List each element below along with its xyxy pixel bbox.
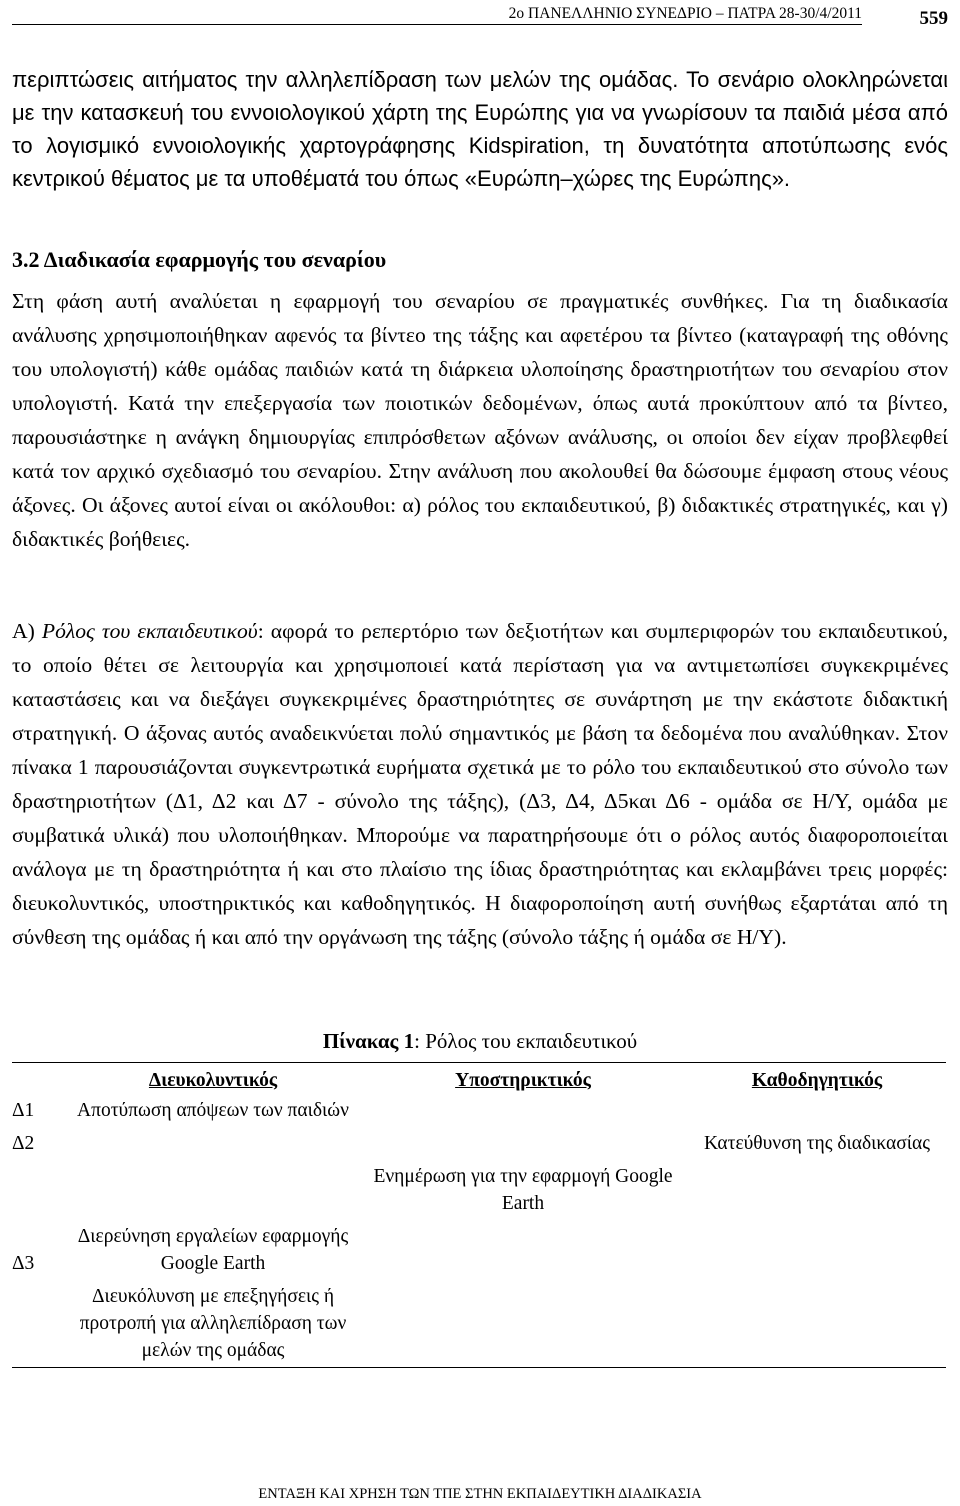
table-cell: Διευκόλυνση με επεξηγήσεις ή προτροπή για αλληλεπίδραση των μελών της ομάδας <box>68 1280 358 1368</box>
page-number: 559 <box>919 8 948 29</box>
table-cell <box>688 1280 946 1368</box>
table-row <box>12 1127 946 1160</box>
table-cell <box>688 1160 946 1220</box>
table-cell <box>358 1127 688 1160</box>
section-heading: 3.2 Διαδικασία εφαρμογής του σεναρίου <box>12 247 387 272</box>
table-row <box>12 1160 946 1220</box>
teacher-role-table <box>12 1062 946 1368</box>
row-label <box>12 1160 68 1220</box>
teacher-role-lead: Α) <box>12 619 42 643</box>
teacher-role-term: Ρόλος του εκπαιδευτικού <box>41 619 258 643</box>
table-header-supportive: Υποστηρικτικός <box>358 1063 688 1095</box>
table-cell: Ενημέρωση για την εφαρμογή Google Earth <box>373 1166 673 1214</box>
table-header-row <box>12 1063 946 1095</box>
table-cell: Αποτύπωση απόψεων των παιδιών <box>77 1100 349 1121</box>
row-label <box>12 1280 68 1368</box>
table-cell <box>688 1094 946 1127</box>
table-cell: Κατεύθυνση της διαδικασίας <box>704 1133 930 1154</box>
table-caption-label: Πίνακας 1 <box>322 1029 415 1053</box>
row-label: Δ2 <box>12 1133 35 1154</box>
paragraph-procedure <box>12 284 948 556</box>
table-row <box>12 1094 946 1127</box>
page-footer: ΕΝΤΑΞΗ ΚΑΙ ΧΡΗΣΗ ΤΩΝ ΤΠΕ ΣΤΗΝ ΕΚΠΑΙΔΕΥΤΙΚΗ ΔΙΑΔΙΚΑΣΙΑ <box>258 1486 702 1502</box>
table-caption-text: : Ρόλος του εκπαιδευτικού <box>414 1029 638 1053</box>
row-label: Δ3 <box>12 1253 35 1274</box>
table-row <box>12 1220 946 1280</box>
header-rule <box>12 24 862 25</box>
paragraph-scenario-conclusion: περιπτώσεις αιτήματος την αλληλεπίδραση των μελών της ομάδας. Το σενάριο ολοκληρώνεται με την κατασκευή του εννοιολογικού χάρτη της Ευρώπης για να γνωρίσουν τα παιδιά μέσα από το λογισμικό εννοιολογικής χαρτογράφησης Kidspiration, τη δυνατότητα αποτύπωσης ενός κεντρικού θέματος με τα υποθέματά του όπως «Ευρώπη–χώρες της Ευρώπης». <box>12 67 948 191</box>
table-cell <box>358 1094 688 1127</box>
teacher-role-body: : αφορά το ρεπερτόριο των δεξιοτήτων και συμπεριφορών του εκπαιδευτικού, το οποίο θέτει σε λειτουργία και χρησιμοποιεί κατά περίσταση για να αντιμετωπίσει συγκεκριμένες καταστάσεις και να διεξάγει συγκεκριμένες δραστηριότητες σε συνάρτηση με την εκάστοτε διδακτική στρατηγική. Ο άξονας αυτός αναδεικνύεται πολύ σημαντικός με βάση τα δεδομένα που αναλύθηκαν. Στον πίνακα 1 παρουσιάζονται συγκεντρωτικά ευρήματα σχετικά με το ρόλο του εκπαιδευτικού στο σύνολο των δραστηριοτήτων (Δ1, Δ2 και Δ7 - σύνολο της τάξης), (Δ3, Δ4, Δ5και Δ6 - ομάδα σε Η/Υ, ομάδα με συμβατικά υλικά) που υλοποιήθηκαν. Μπορούμε να παρατηρήσουμε ότι ο ρόλος αυτός διαφοροποιείται ανάλογα με τη δραστηριότητα ή και στο πλαίσιο της ίδιας δραστηριότητας και εκλαμβάνει τρεις μορφές: διευκολυντικός, υποστηρικτικός και καθοδηγητικός. Η διαφοροποίηση αυτή συνήθως εξαρτάται από τη σύνθεση της ομάδας ή και από την οργάνωση της τάξης (σύνολο τάξης ή ομάδα σε Η/Υ). <box>12 619 949 949</box>
page-header <box>12 0 948 34</box>
table-cell <box>358 1220 688 1280</box>
table-cell <box>358 1280 688 1368</box>
paragraph-teacher-role <box>12 614 948 954</box>
row-label: Δ1 <box>12 1100 35 1121</box>
table-cell: Διερεύνηση εργαλείων εφαρμογής Google Earth <box>77 1226 349 1274</box>
table-cell <box>688 1220 946 1280</box>
table-header-directive: Καθοδηγητικός <box>688 1063 946 1095</box>
table-row <box>12 1280 946 1368</box>
table-cell <box>68 1127 358 1160</box>
table-header-blank <box>12 1063 68 1095</box>
table-caption <box>0 1029 960 1054</box>
paragraph-procedure-text: Στη φάση αυτή αναλύεται η εφαρμογή του σεναρίου σε πραγματικές συνθήκες. Για τη διαδικασία ανάλυσης χρησιμοποιήθηκαν αφενός τα βίντεο της τάξης και αφετέρου τα βίντεο (καταγραφή της οθόνης του υπολογιστή) κάθε ομάδας παιδιών κατά τη διάρκεια υλοποίησης δραστηριοτήτων του σεναρίου στον υπολογιστή. Κατά την επεξεργασία των ποιοτικών δεδομένων, όπως αυτά προκύπτουν από τα βίντεο, παρουσιάστηκε η ανάγκη δημιουργίας επιπρόσθετων αξόνων ανάλυσης, οι οποίοι δεν είχαν προβλεφθεί κατά τον αρχικό σχεδιασμό του σεναρίου. Στην ανάλυση που ακολουθεί θα δώσουμε έμφαση στους νέους άξονες. Οι άξονες αυτοί είναι οι ακόλουθοι: α) ρόλος του εκπαιδευτικού, β) διδακτικές στρατηγικές, και γ) διδακτικές βοήθειες. <box>12 289 948 551</box>
table-header-facilitative: Διευκολυντικός <box>68 1063 358 1095</box>
running-head: 2ο ΠΑΝΕΛΛΗΝΙΟ ΣΥΝΕΔΡΙΟ – ΠΑΤΡΑ 28-30/4/2011 <box>508 5 862 22</box>
table-cell <box>68 1160 358 1220</box>
